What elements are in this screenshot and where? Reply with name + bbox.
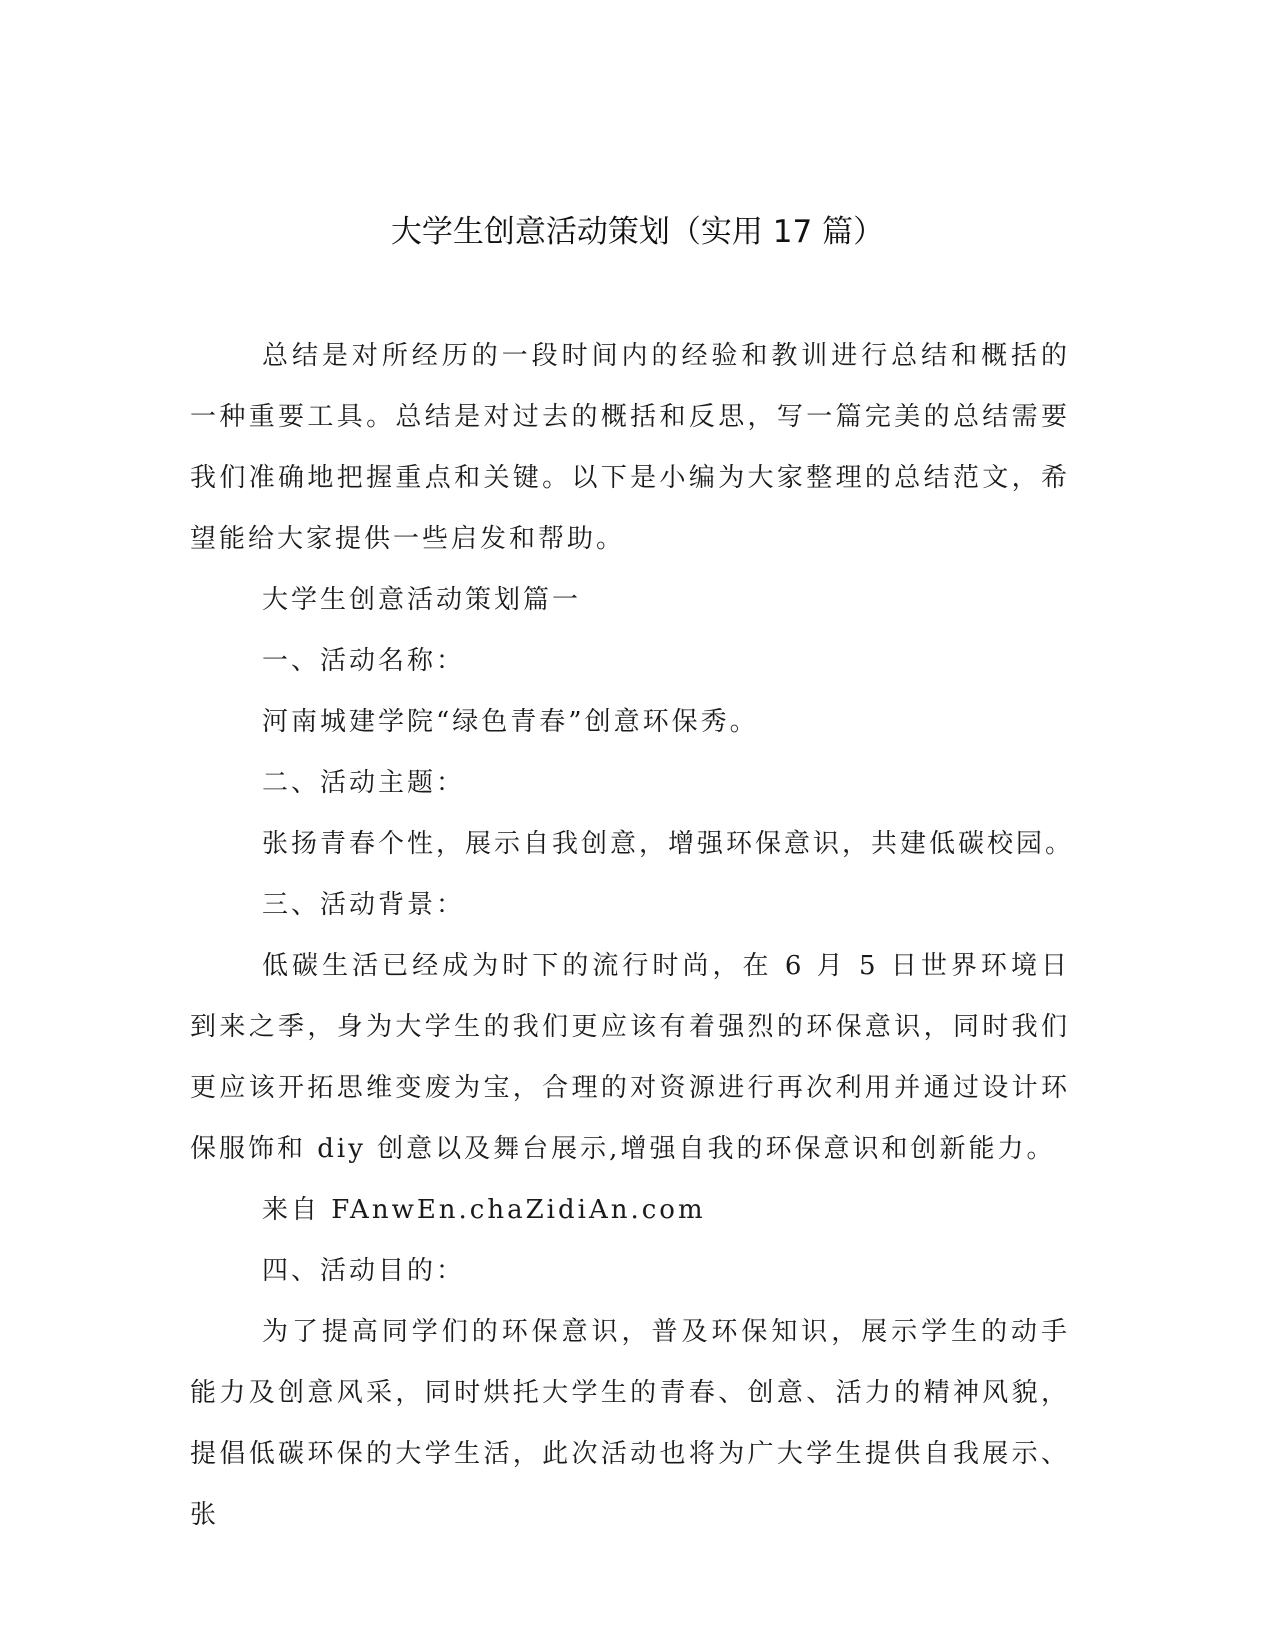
activity-name-text: 河南城建学院“绿色青春”创意环保秀。 [262, 707, 759, 737]
activity-purpose-text: 为了提高同学们的环保意识，普及环保知识，展示学生的动手能力及创意风采，同时烘托大学生的青春、创意、活力的精神风貌，提倡低碳环保的大学生活，此次活动也将为广大学生提供自我展示、张 [190, 1317, 1070, 1530]
source-line: 来自 FAnwEn.chaZidiAn.com [262, 1195, 706, 1225]
heading-activity-background: 三、活动背景： [262, 890, 466, 920]
document-body [190, 326, 1075, 1546]
heading-activity-theme: 二、活动主题： [262, 768, 466, 798]
intro-paragraph: 总结是对所经历的一段时间内的经验和教训进行总结和概括的一种重要工具。总结是对过去的概括和反思，写一篇完美的总结需要我们准确地把握重点和关键。以下是小编为大家整理的总结范文，希望能给大家提供一些启发和帮助。 [190, 341, 1070, 554]
activity-theme-text: 张扬青春个性，展示自我创意，增强环保意识，共建低碳校园。 [262, 829, 1075, 859]
document-title: 大学生创意活动策划（实用 17 篇） [390, 214, 885, 250]
heading-activity-name: 一、活动名称： [262, 646, 466, 676]
section-heading-part-one: 大学生创意活动策划篇一 [262, 585, 582, 615]
heading-activity-purpose: 四、活动目的： [262, 1256, 466, 1286]
activity-background-text: 低碳生活已经成为时下的流行时尚，在 6 月 5 日世界环境日到来之季，身为大学生的我们更应该有着强烈的环保意识，同时我们更应该开拓思维变废为宝，合理的对资源进行再次利用并通过设计环保服饰和 diy 创意以及舞台展示,增强自我的环保意识和创新能力。 [190, 951, 1070, 1164]
